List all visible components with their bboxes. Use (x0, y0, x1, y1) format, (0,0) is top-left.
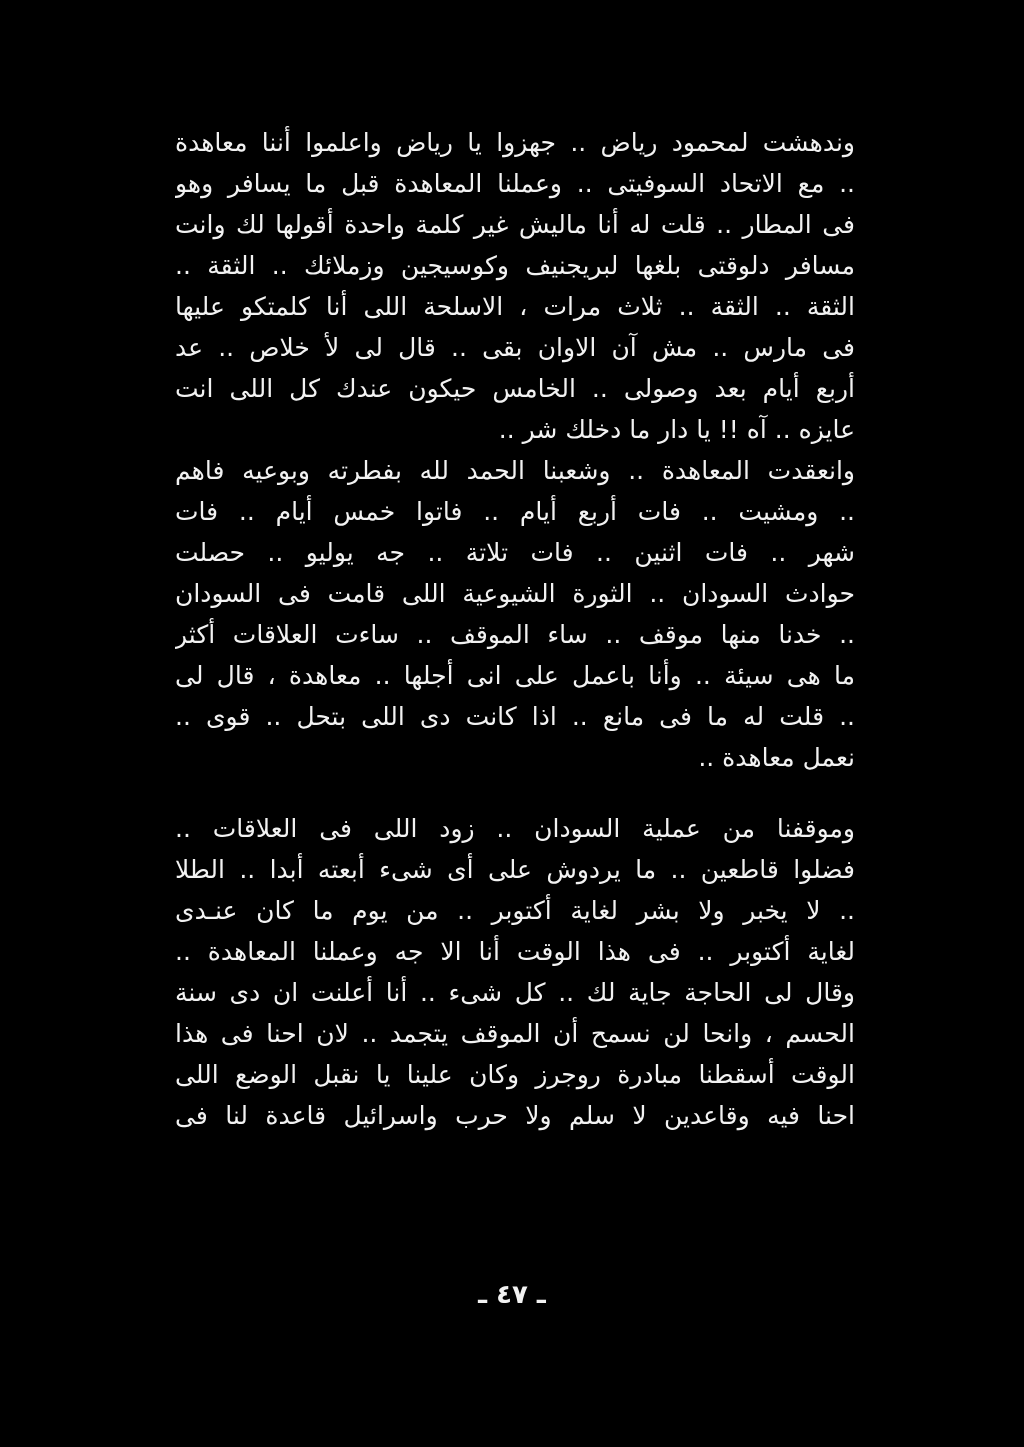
text-line: فى مارس .. مش آن الاوان بقى .. قال لى لأ خلاص .. عد (175, 333, 855, 362)
paragraph-gap (175, 778, 855, 808)
text-line: شهر .. فات اثنين .. فات تلاتة .. جه يوليو .. حصلت (175, 538, 855, 567)
text-line: وندهشت لمحمود رياض .. جهزوا يا رياض واعلموا أننا معاهدة (175, 128, 855, 157)
text-line: .. قلت له ما فى مانع .. اذا كانت دى اللى بتحل .. قوى .. (175, 702, 855, 731)
text-line: فى المطار .. قلت له أنا ماليش غير كلمة واحدة أقولها لك وانت (175, 210, 855, 239)
page-body (175, 122, 855, 1136)
paragraph-1 (175, 122, 855, 450)
text-line: .. خدنا منها موقف .. ساء الموقف .. ساءت العلاقات أكثر (175, 620, 855, 649)
text-line: احنا فيه وقاعدين لا سلم ولا حرب واسرائيل قاعدة لنا فى (175, 1101, 855, 1130)
paragraph-2 (175, 450, 855, 778)
text-line: ما هى سيئة .. وأنا باعمل على انى أجلها .. معاهدة ، قال لى (175, 661, 855, 690)
text-line: لغاية أكتوبر .. فى هذا الوقت أنا الا جه وعملنا المعاهدة .. (175, 937, 855, 966)
text-line: الوقت أسقطنا مبادرة روجرز وكان علينا يا نقبل الوضع اللى (175, 1060, 855, 1089)
text-line: حوادث السودان .. الثورة الشيوعية اللى قامت فى السودان (175, 579, 855, 608)
text-line: وقال لى الحاجة جاية لك .. كل شىء .. أنا أعلنت ان دى سنة (175, 978, 855, 1007)
text-line: نعمل معاهدة .. (698, 743, 855, 772)
text-line: أربع أيام بعد وصولى .. الخامس حيكون عندك كل اللى انت (175, 374, 855, 403)
text-line: وانعقدت المعاهدة .. وشعبنا الحمد لله بفطرته وبوعيه فاهم (175, 456, 855, 485)
page-number: ـ ٤٧ ـ (478, 1280, 546, 1310)
text-line: الثقة .. الثقة .. ثلاث مرات ، الاسلحة اللى أنا كلمتكو عليها (175, 292, 855, 321)
text-line: .. لا يخبر ولا بشر لغاية أكتوبر .. من يوم ما كان عنـدى (175, 896, 855, 925)
text-line: الحسم ، وانحا لن نسمح أن الموقف يتجمد .. لان احنا فى هذا (175, 1019, 855, 1048)
text-line: وموقفنا من عملية السودان .. زود اللى فى العلاقات .. (175, 814, 855, 843)
text-line: .. ومشيت .. فات أربع أيام .. فاتوا خمس أيام .. فات (175, 497, 855, 526)
text-line: فضلوا قاطعين .. ما يردوش على أى شىء أبعته أبدا .. الطلا (175, 855, 855, 884)
text-line: .. مع الاتحاد السوفيتى .. وعملنا المعاهدة قبل ما يسافر وهو (175, 169, 855, 198)
text-line: مسافر دلوقتى بلغها لبريجنيف وكوسيجين وزملائك .. الثقة .. (175, 251, 855, 280)
text-line: عايزه .. آه !! يا دار ما دخلك شر .. (498, 415, 855, 444)
paragraph-3 (175, 808, 855, 1136)
